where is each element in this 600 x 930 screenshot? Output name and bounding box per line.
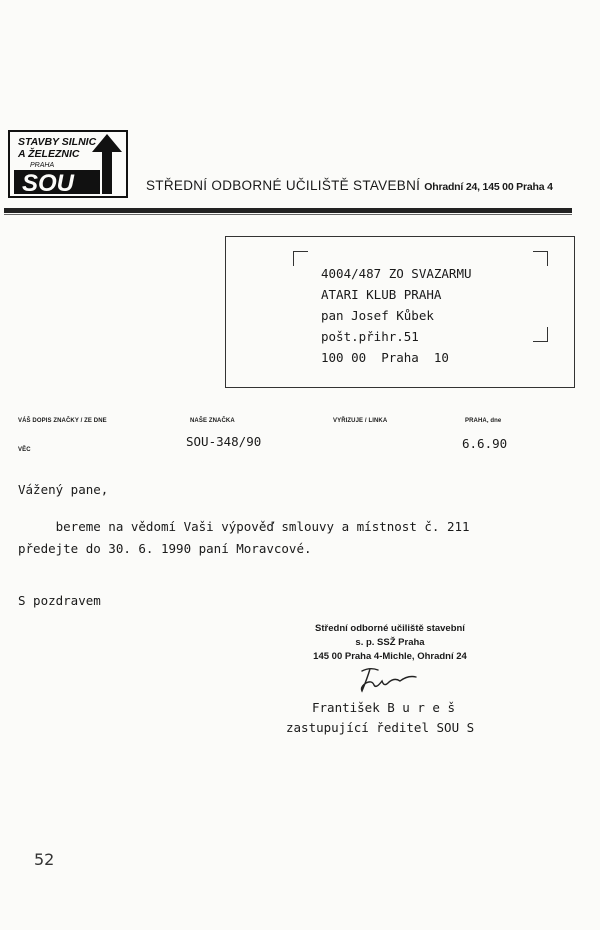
stamp-line-3: 145 00 Praha 4-Michle, Ohradní 24 bbox=[313, 651, 467, 662]
corner-mark bbox=[533, 251, 548, 266]
recipient-address-box bbox=[225, 236, 575, 388]
logo-text-1: STAVBY SILNIC bbox=[18, 136, 97, 148]
header-rule bbox=[4, 208, 572, 213]
our-ref-label: NAŠE ZNAČKA bbox=[190, 418, 235, 424]
recipient-line: 100 00 Praha 10 bbox=[321, 350, 449, 365]
signatory-title: zastupující ředitel SOU S bbox=[286, 720, 475, 735]
signatory-name: František B u r e š bbox=[312, 700, 455, 715]
recipient-line: pošt.přihr.51 bbox=[321, 329, 419, 344]
subject-label: VĚC bbox=[18, 447, 31, 453]
stamp-line-2: s. p. SSŽ Praha bbox=[355, 637, 425, 648]
company-stamp bbox=[300, 622, 480, 664]
handled-by-label: VYŘIZUJE / LINKA bbox=[333, 418, 388, 424]
school-address: Ohradní 24, 145 00 Praha 4 bbox=[424, 181, 553, 193]
recipient-line: pan Josef Kůbek bbox=[321, 308, 434, 323]
recipient-line: ATARI KLUB PRAHA bbox=[321, 287, 442, 302]
recipient-lines bbox=[321, 263, 472, 368]
logo-text-3: PRAHA bbox=[30, 162, 55, 169]
logo-text-2: A ŽELEZNIC bbox=[18, 148, 80, 160]
place-date-label: PRAHA, dne bbox=[465, 418, 502, 424]
body-line-1: bereme na vědomí Vaši výpověď smlouvy a místnost č. 211 bbox=[18, 519, 470, 534]
closing: S pozdravem bbox=[18, 593, 101, 608]
body-line-2: předejte do 30. 6. 1990 paní Moravcové. bbox=[18, 541, 312, 556]
corner-mark bbox=[293, 251, 308, 266]
salutation: Vážený pane, bbox=[18, 482, 109, 497]
corner-mark bbox=[533, 327, 548, 342]
school-name: STŘEDNÍ ODBORNÉ UČILIŠTĚ STAVEBNÍ bbox=[146, 178, 421, 193]
stamp-line-1: Střední odborné učiliště stavební bbox=[315, 623, 465, 634]
handwritten-signature bbox=[312, 665, 442, 695]
your-letter-label: VÁŠ DOPIS ZNAČKY / ZE DNE bbox=[18, 418, 107, 424]
date-value: 6.6.90 bbox=[462, 436, 508, 451]
logo-text-4: SOU bbox=[22, 170, 75, 197]
school-logo bbox=[8, 130, 128, 198]
page-number: 52 bbox=[34, 850, 55, 869]
recipient-line: 4004/487 ZO SVAZARMU bbox=[321, 266, 472, 281]
our-ref-value: SOU-348/90 bbox=[186, 434, 262, 449]
school-header bbox=[146, 178, 553, 193]
header-rule-thin bbox=[4, 214, 572, 215]
